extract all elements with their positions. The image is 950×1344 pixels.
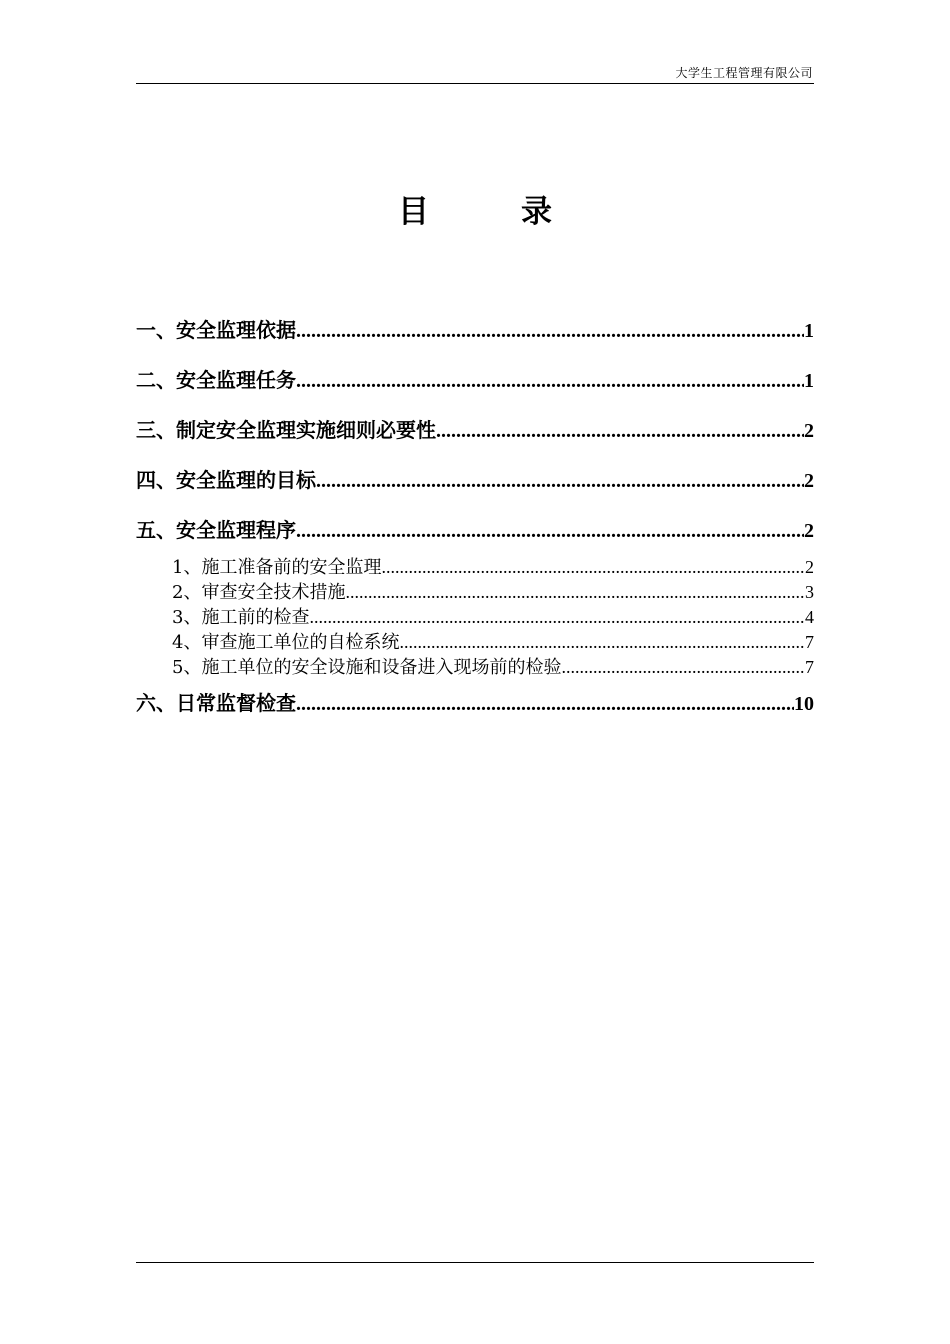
toc-title-part1: 目 [398,194,429,230]
toc-leader [309,607,805,628]
toc-leader [296,693,794,716]
toc-entry[interactable] [136,364,814,393]
toc-entry-page: 4 [805,607,814,627]
toc-entry-page: 2 [805,557,814,577]
toc-entry-page: 2 [804,470,814,492]
toc-subentry[interactable] [136,603,814,629]
toc-entry-label: 一、安全监理依据 [136,318,296,342]
toc-leader [296,370,804,393]
toc-entry-label: 1、施工准备前的安全监理 [172,557,382,578]
toc-entry-label: 二、安全监理任务 [136,368,296,392]
toc-subentry[interactable] [136,628,814,654]
toc-entry[interactable] [136,314,814,343]
header-company-name: 大学生工程管理有限公司 [675,66,813,80]
table-of-contents [136,0,814,1344]
toc-entry-page: 10 [794,693,814,715]
toc-leader [381,557,805,578]
toc-entry-page: 2 [804,420,814,442]
footer-divider [136,1262,814,1263]
toc-subentry[interactable] [136,578,814,604]
toc-entry[interactable] [136,514,814,543]
toc-entry-page: 3 [805,582,814,602]
toc-entry-label: 3、施工前的检查 [172,607,310,628]
toc-entry-label: 三、制定安全监理实施细则必要性 [136,418,436,442]
toc-entry-page: 1 [804,370,814,392]
toc-entry-label: 4、审查施工单位的自检系统 [172,632,400,653]
toc-leader [296,520,804,543]
toc-entry-page: 7 [805,632,814,652]
toc-entry[interactable] [136,464,814,493]
toc-entry-page: 1 [804,320,814,342]
toc-leader [316,470,804,493]
toc-leader [399,632,805,653]
toc-entry-page: 7 [805,657,814,677]
toc-subentry[interactable] [136,553,814,579]
toc-entry-label: 2、审查安全技术措施 [172,582,346,603]
toc-leader [296,320,804,343]
toc-entry-label: 四、安全监理的目标 [136,468,316,492]
toc-leader [436,420,804,443]
toc-entry-label: 五、安全监理程序 [136,518,296,542]
toc-title-part2: 录 [521,194,552,230]
toc-leader [345,582,805,603]
toc-entry[interactable] [136,687,814,716]
toc-entry[interactable] [136,414,814,443]
toc-entry-label: 5、施工单位的安全设施和设备进入现场前的检验 [172,657,562,678]
toc-entry-page: 2 [804,520,814,542]
toc-leader [561,657,805,678]
toc-entry-label: 六、日常监督检查 [136,691,296,715]
toc-subentry[interactable] [136,653,814,679]
